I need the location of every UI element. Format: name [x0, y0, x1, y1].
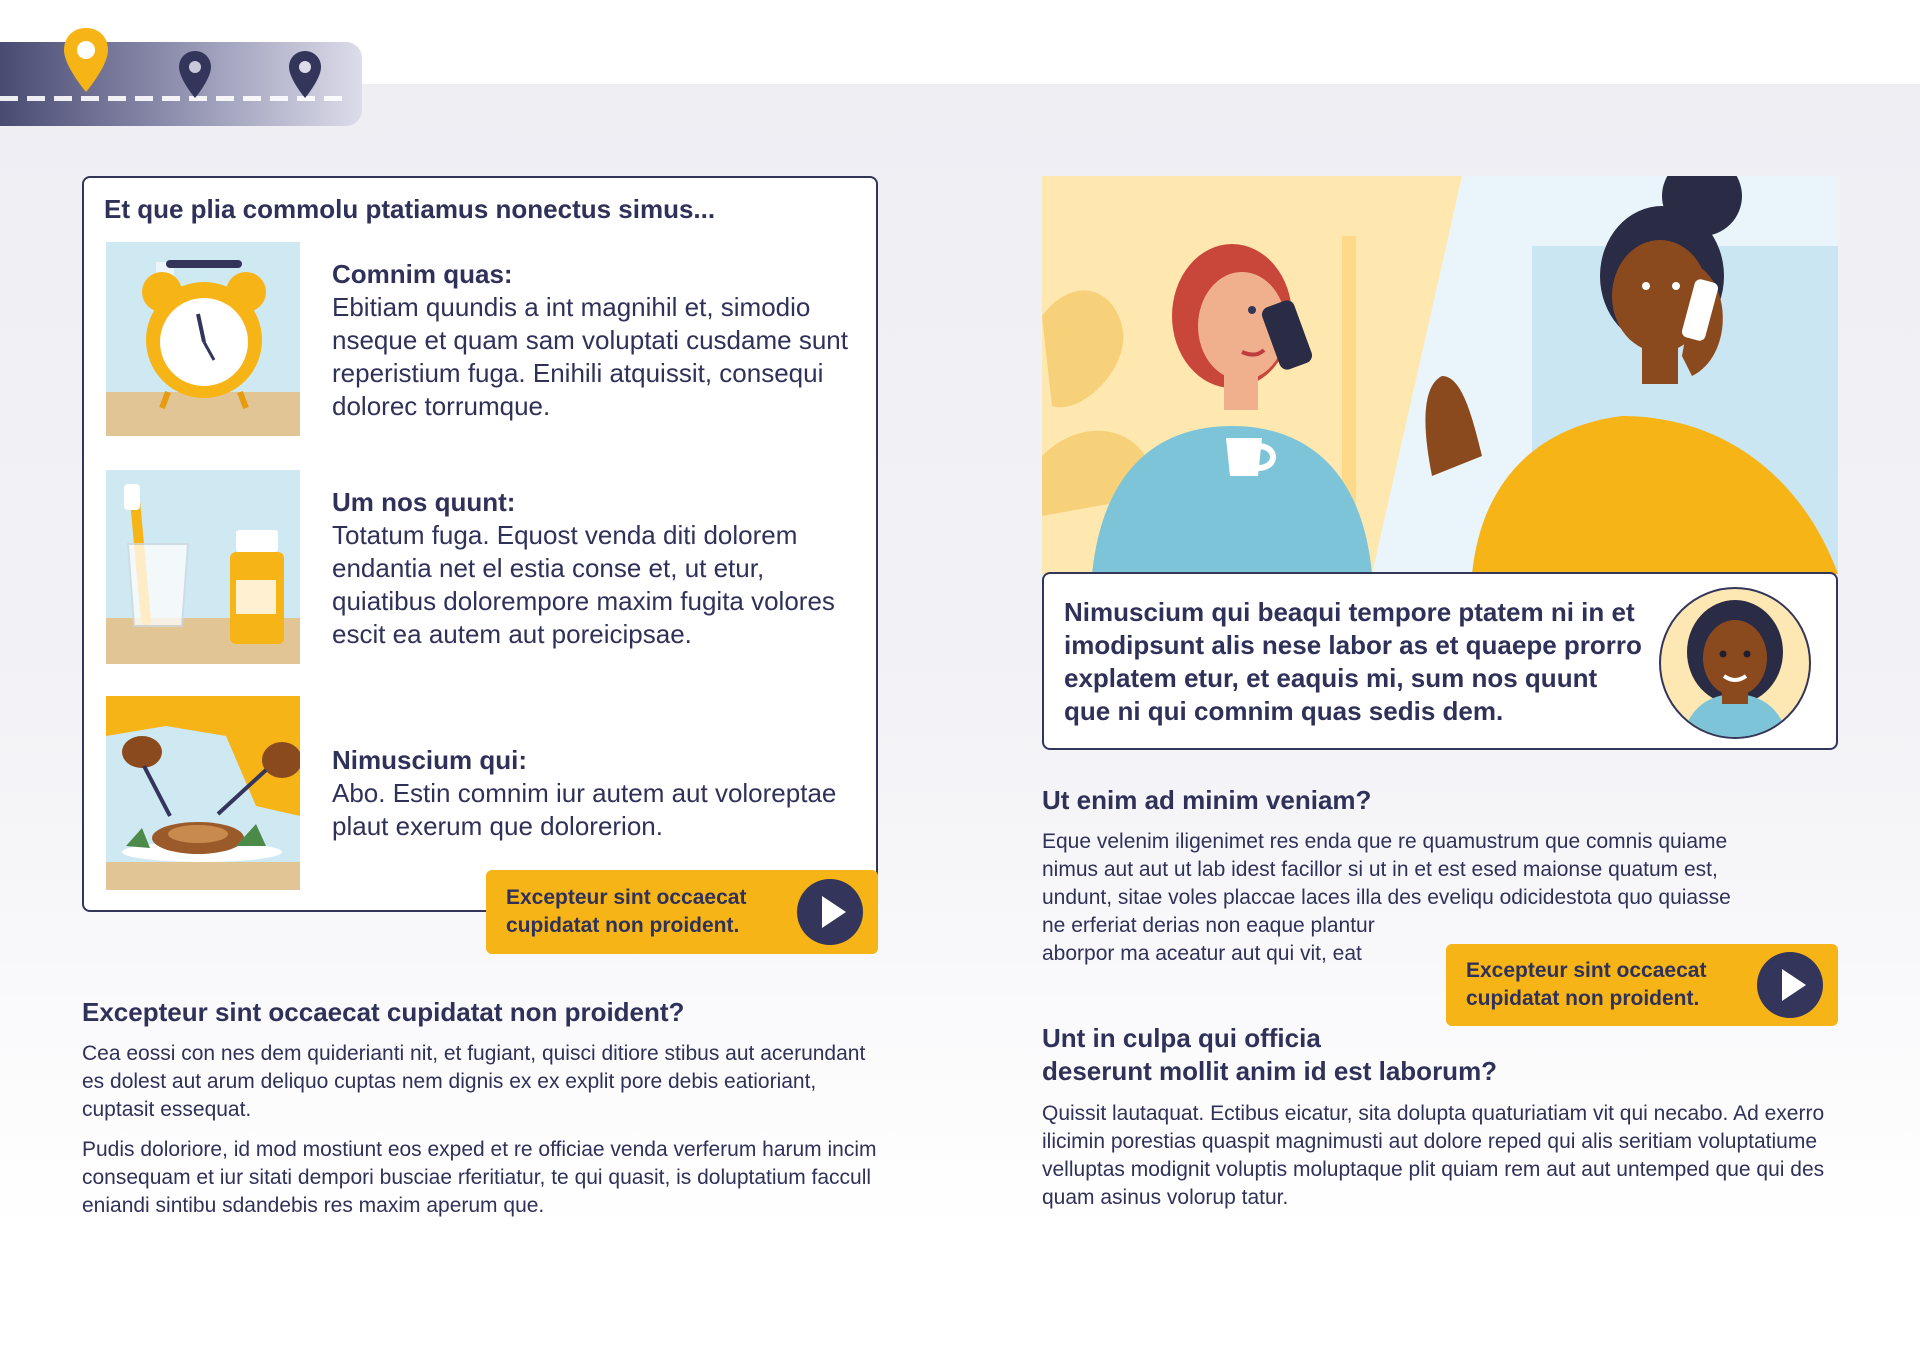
step-body: Abo. Estin comnim iur autem aut voloreptae plaut exerum que dolorerion. [332, 778, 837, 841]
step-1-text [332, 258, 852, 423]
woman-avatar-icon [1658, 586, 1812, 740]
paragraph-line: nimus aut aut ut lab idest facillor si ut in et est esed maionse quatum est, [1042, 858, 1718, 881]
section-paragraph: Pudis doloriore, id mod mostiunt eos exped et re officiae venda verferum harum incim consequam et iur sitati dempori busciae rferitiatur, te qui quasit, is doluptatium faccull eniandi sintibu sdandebis res maxim aperum que. [82, 1138, 877, 1217]
map-pin-icon[interactable] [288, 50, 322, 100]
section-heading [1042, 1022, 1838, 1088]
paragraph-line: ne erferiat derias non eaque plantur [1042, 914, 1375, 937]
play-icon[interactable] [1756, 951, 1824, 1019]
section-paragraph: Quissit lautaquat. Ectibus eicatur, sita dolupta quaturiatiam vit qui necabo. Ad exerro ilicimin porestias quaspit magnimusti aut dolore reped qui alis seritiam voluptatiume velluptas modignit voluptis moluptaque plit quiam rem aut aut untemped que qui des quam asinus volorup tatur. [1042, 1102, 1825, 1209]
map-pin-icon[interactable] [178, 50, 212, 100]
map-pin-icon[interactable] [62, 26, 110, 96]
toothbrush-medicine-icon [106, 470, 300, 664]
heading-line: Unt in culpa qui officia [1042, 1023, 1321, 1053]
quote-box [1042, 572, 1838, 750]
steps-card [82, 176, 878, 912]
cta-button[interactable] [486, 870, 878, 954]
step-2-text [332, 486, 852, 651]
step-heading: Comnim quas: [332, 259, 513, 289]
paragraph-line: undunt, sitae voles placcae laces illa des eveliqu odicidestota quo quiasse [1042, 886, 1731, 909]
cta-button[interactable] [1446, 944, 1838, 1026]
step-body: Ebitiam quundis a int magnihil et, simodio nseque et quam sam voluptati cusdame sunt reperistium fuga. Enihili atquissit, consequi dolorec torrumque. [332, 292, 848, 421]
quote-text: Nimuscium qui beaqui tempore ptatem ni in et imodipsunt alis nese labor as et quaepe prorro explatem etur, et eaquis mi, sum nos quunt que ni qui comnim quas sedis dem. [1064, 597, 1642, 726]
two-women-phone-call-illustration [1042, 176, 1838, 574]
card-title: Et que plia commolu ptatiamus nonectus simus... [104, 194, 716, 224]
step-3-text [332, 744, 852, 843]
step-heading: Nimuscium qui: [332, 745, 528, 775]
paragraph-line: Eque velenim iligenimet res enda que re quamustrum que comnis quiame [1042, 830, 1728, 853]
step-heading: Um nos quunt: [332, 487, 516, 517]
section-paragraph: Cea eossi con nes dem quiderianti nit, et fugiant, quisci ditiore stibus aut acerundant es dolest aut arum deliquo cuptas nem dignis ex ex explit pore debis eatioriant, cuptasit essequat. [82, 1042, 866, 1121]
paragraph-line: aborpor ma aceatur aut qui vit, eat [1042, 942, 1362, 965]
heading-line: deserunt mollit anim id est laborum? [1042, 1056, 1498, 1086]
section-heading: Excepteur sint occaecat cupidatat non proident? [82, 997, 685, 1027]
cta-label: Excepteur sint occaecat cupidatat non proident. [506, 886, 747, 937]
cta-label: Excepteur sint occaecat cupidatat non proident. [1466, 959, 1707, 1010]
meal-icon [106, 696, 300, 890]
step-body: Totatum fuga. Equost venda diti dolorem endantia net el estia conse et, ut etur, quiatibus dolorempore maxim fugita volores escit ea autem aut poreicipsae. [332, 520, 835, 649]
section-heading: Ut enim ad minim veniam? [1042, 785, 1372, 815]
play-icon[interactable] [796, 878, 864, 946]
alarm-clock-icon [106, 242, 300, 436]
